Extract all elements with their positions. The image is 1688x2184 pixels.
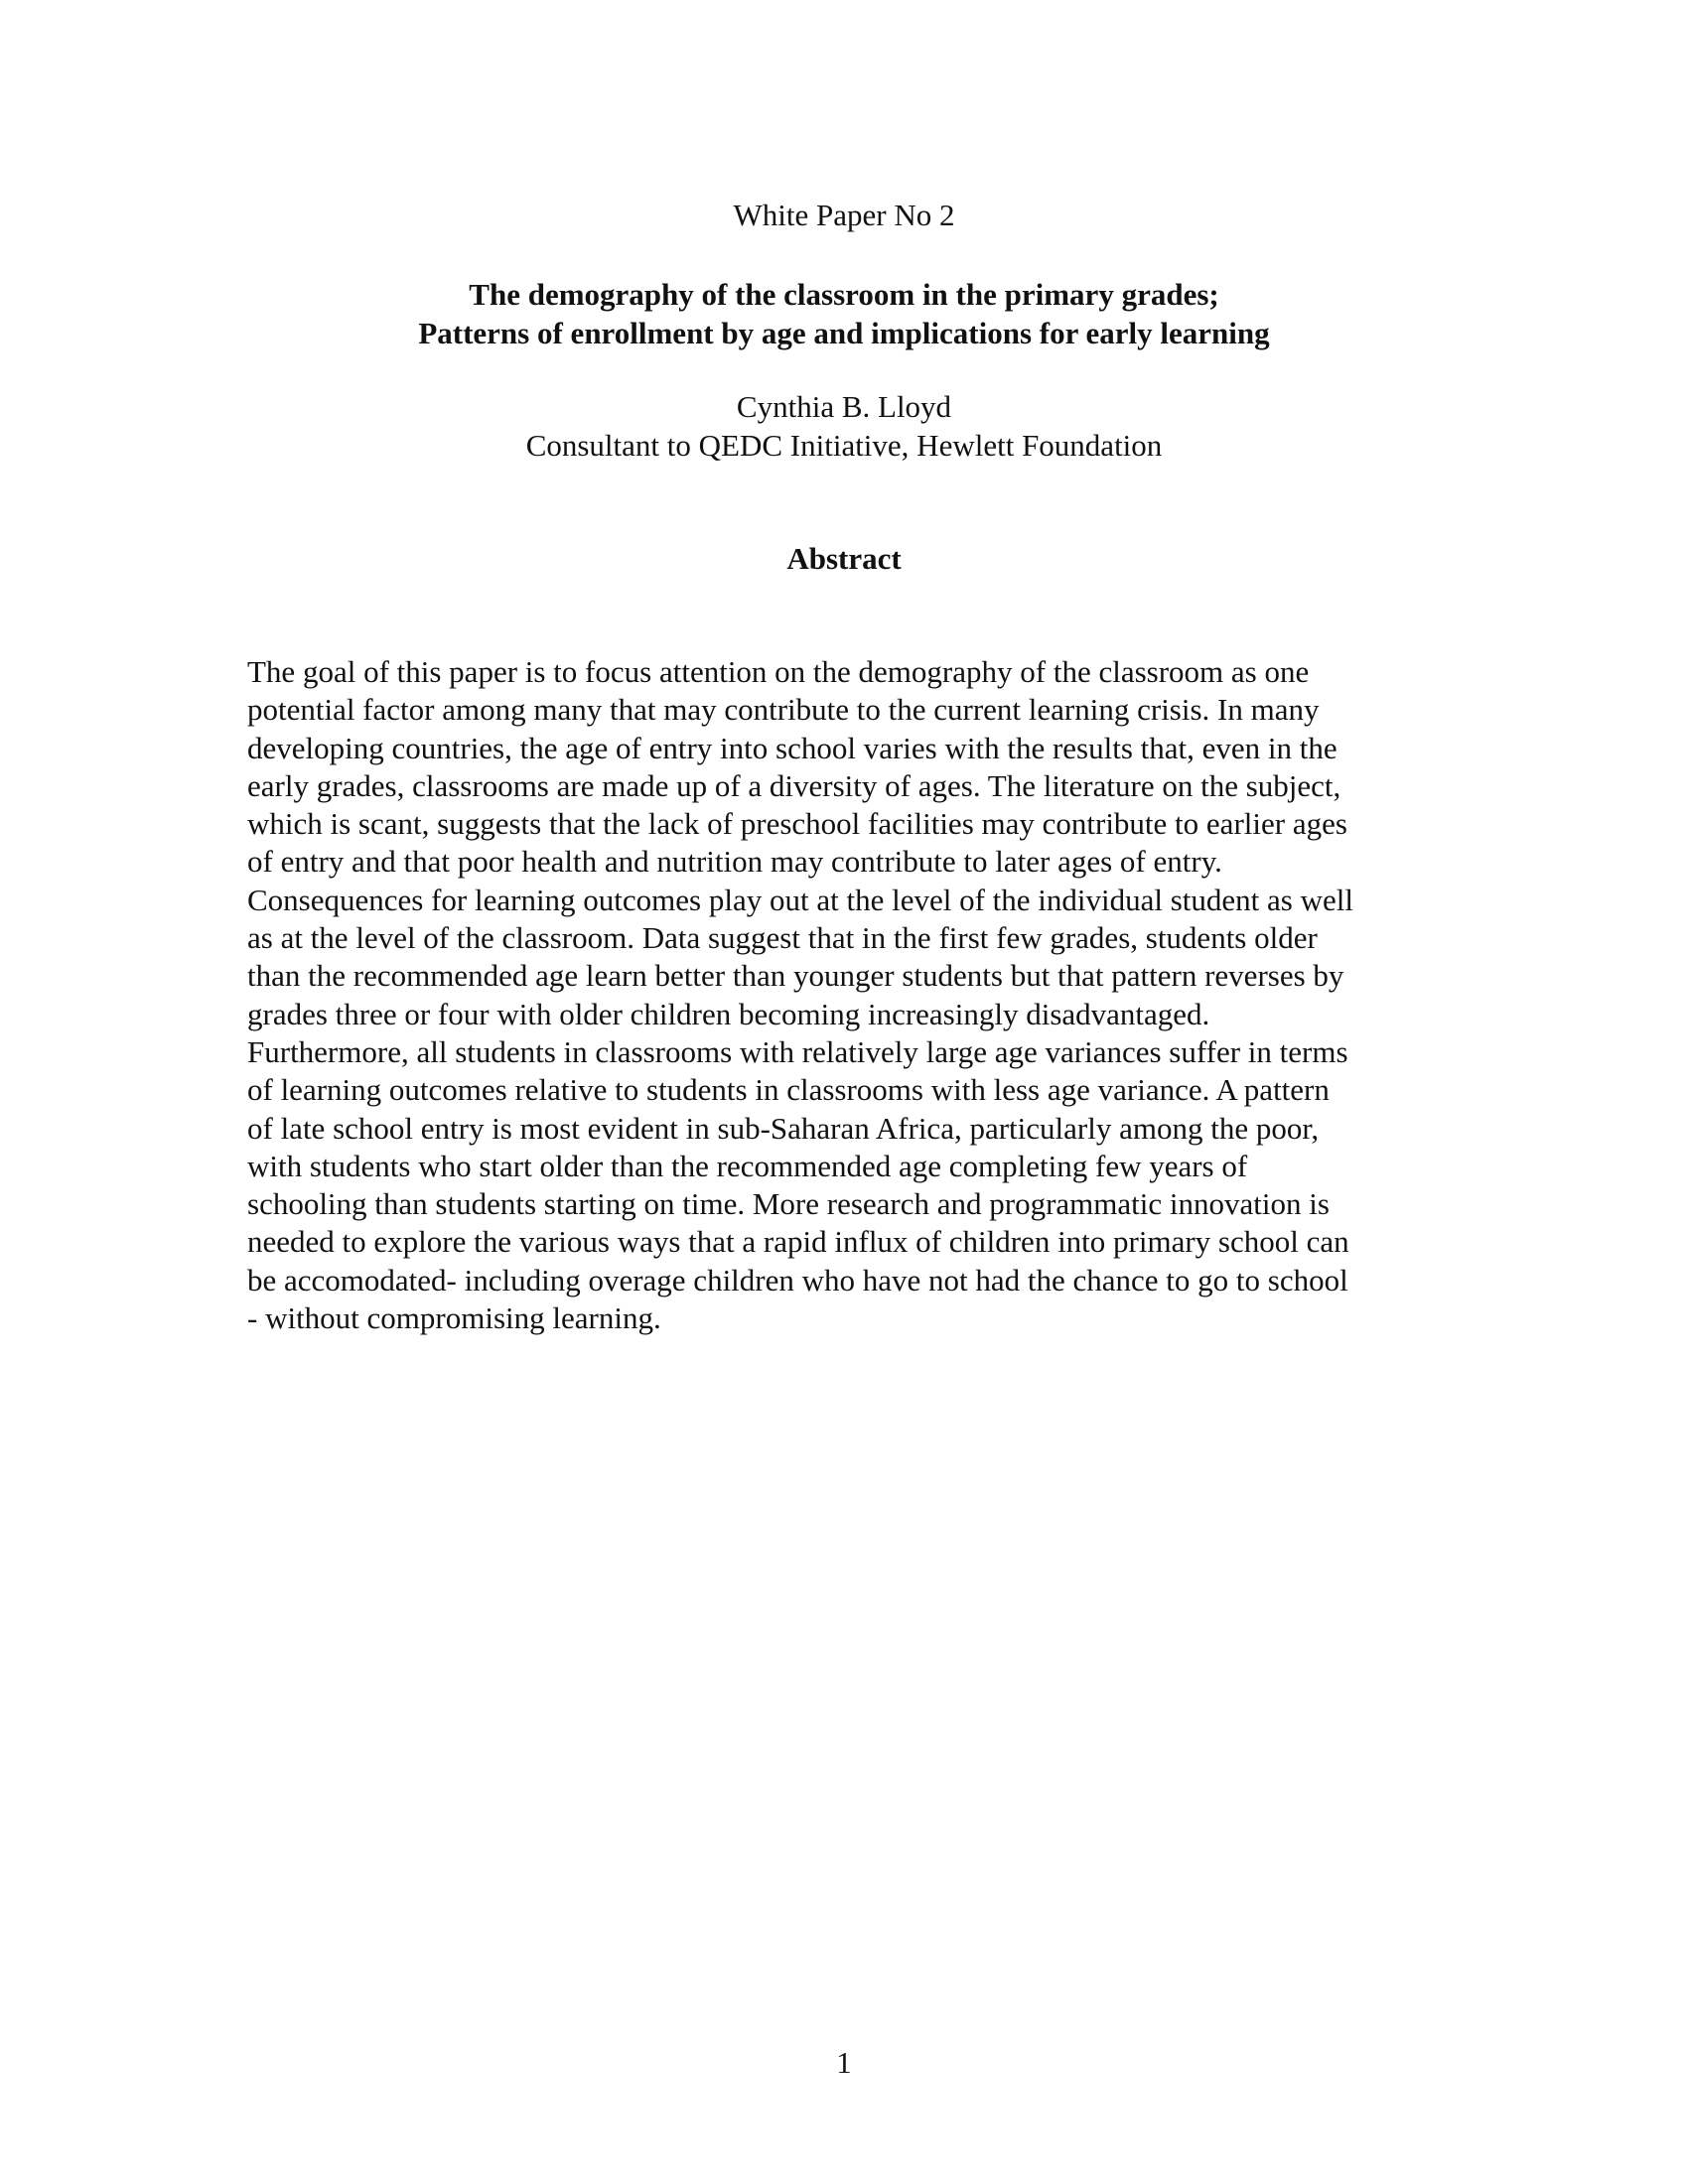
abstract-line: developing countries, the age of entry into school varies with the results that, even in the [247, 730, 1337, 765]
abstract-line: The goal of this paper is to focus attention on the demography of the classroom as one [247, 654, 1310, 689]
abstract-line: of late school entry is most evident in sub-Saharan Africa, particularly among the poor, [247, 1110, 1320, 1146]
abstract-line: potential factor among many that may contribute to the current learning crisis. In many [247, 692, 1320, 728]
abstract-line: schooling than students starting on time. More research and programmatic innovation is [247, 1186, 1330, 1222]
abstract-line: be accomodated- including overage children who have not had the chance to go to school [247, 1262, 1348, 1297]
abstract-line: than the recommended age learn better than younger students but that pattern reverses by [247, 958, 1344, 994]
abstract-line: of entry and that poor health and nutrition may contribute to later ages of entry. [247, 844, 1222, 880]
abstract-line: Consequences for learning outcomes play out at the level of the individual student as well [247, 882, 1353, 917]
abstract-body [247, 653, 1459, 1337]
author-name: Cynthia B. Lloyd [736, 389, 952, 424]
title-line: The demography of the classroom in the primary grades; [469, 277, 1219, 312]
abstract-line: as at the level of the classroom. Data suggest that in the first few grades, students older [247, 920, 1318, 956]
title-line: Patterns of enrollment by age and implications for early learning [418, 316, 1270, 350]
abstract-line: - without compromising learning. [247, 1300, 661, 1336]
abstract-line: needed to explore the various ways that a rapid influx of children into primary school can [247, 1224, 1349, 1260]
paper-title [0, 275, 1688, 352]
abstract-heading: Abstract [786, 541, 902, 576]
abstract-line: Furthermore, all students in classrooms with relatively large age variances suffer in terms [247, 1033, 1348, 1069]
abstract-line: with students who start older than the recommended age completing few years of [247, 1148, 1248, 1183]
abstract-line: of learning outcomes relative to students in classrooms with less age variance. A pattern [247, 1072, 1330, 1108]
abstract-line: early grades, classrooms are made up of a diversity of ages. The literature on the subject, [247, 767, 1341, 803]
author-block [0, 387, 1688, 465]
author-affiliation: Consultant to QEDC Initiative, Hewlett Foundation [525, 428, 1163, 463]
page-number: 1 [836, 2045, 852, 2080]
abstract-line: grades three or four with older children becoming increasingly disadvantaged. [247, 996, 1210, 1031]
series-label: White Paper No 2 [733, 198, 955, 232]
abstract-line: which is scant, suggests that the lack of preschool facilities may contribute to earlier ages [247, 806, 1347, 842]
